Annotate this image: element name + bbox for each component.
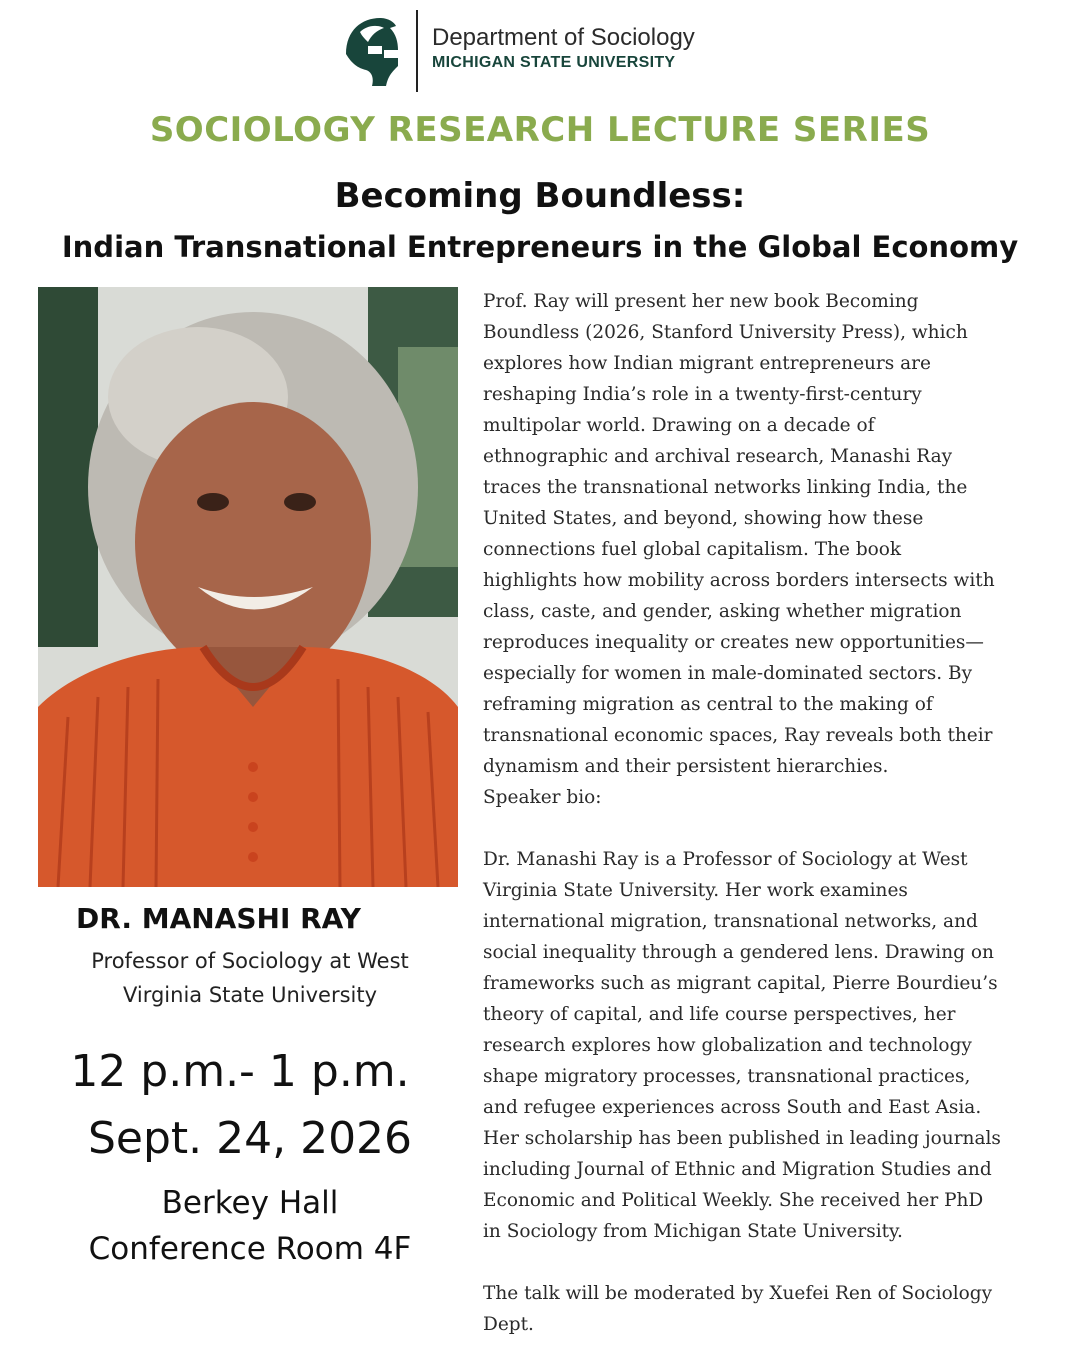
speaker-title-line2: Virginia State University [122, 983, 378, 1007]
event-date: Sept. 24, 2026 [87, 1113, 413, 1164]
speaker-name: DR. MANASHI RAY [76, 902, 361, 935]
book-description: Prof. Ray will present her new book Becoming Boundless (2026, Stanford University Press), which explores how Indian migrant entrepreneurs are reshaping India’s role in a twenty-first-century multipolar world. Drawing on a decade of ethnographic and archival research, Manashi Ray traces the transnational networks linking India, the United States, and beyond, showing how these connections fuel global capitalism. The book highlights how mobility across borders intersects with class, caste, and gender, asking whether migration reproduces inequality or creates new opportunities— especially for women in male-dominated sectors. By reframing migration as central to the making of transnational economic spaces, Ray reveals both their dynamism and their persistent hierarchies. [483, 291, 995, 777]
spacer [483, 813, 1043, 844]
speaker-title-line1: Professor of Sociology at West [91, 949, 409, 973]
event-time: 12 p.m.- 1 p.m. [70, 1046, 410, 1097]
description-column [483, 286, 1043, 1340]
moderator-note: The talk will be moderated by Xuefei Ren of Sociology Dept. [483, 1283, 993, 1335]
speaker-title [30, 944, 470, 1012]
event-venue [30, 1180, 470, 1272]
department-header [338, 8, 758, 92]
header-divider [416, 10, 418, 92]
spartan-helmet-icon [338, 14, 400, 88]
series-title: SOCIOLOGY RESEARCH LECTURE SERIES [149, 110, 931, 150]
talk-title: Becoming Boundless: [334, 176, 746, 216]
speaker-photo [38, 287, 458, 887]
venue-building: Berkey Hall [161, 1185, 339, 1221]
department-name: Department of Sociology [432, 24, 695, 51]
bio-label: Speaker bio: [483, 787, 602, 808]
venue-room: Conference Room 4F [88, 1231, 412, 1267]
talk-subtitle: Indian Transnational Entrepreneurs in the Global Economy [61, 230, 1019, 264]
speaker-bio: Dr. Manashi Ray is a Professor of Sociology at West Virginia State University. Her work examines international migration, transnational networks, and social inequality through a gendered lens. Drawing on frameworks such as migrant capital, Pierre Bourdieu’s theory of capital, and life course perspectives, her research explores how globalization and technology shape migratory processes, transnational practices, and refugee experiences across South and East Asia. Her scholarship has been published in leading journals including Journal of Ethnic and Migration Studies and Economic and Political Weekly. She received her PhD in Sociology from Michigan State University. [483, 849, 1001, 1242]
spacer [483, 1247, 1043, 1278]
university-name: MICHIGAN STATE UNIVERSITY [432, 54, 676, 71]
